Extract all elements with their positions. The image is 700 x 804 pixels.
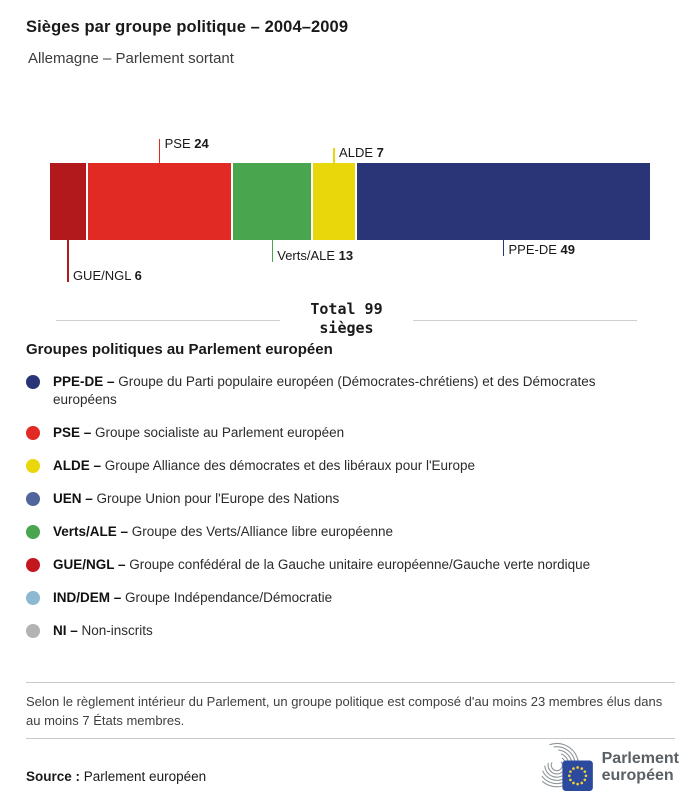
callout-line-pse [159,139,161,163]
legend-item-uen [26,490,674,508]
callout-line-gue-ngl [67,240,69,282]
legend-label-alde: ALDE – Groupe Alliance des démocrates et des libéraux pour l'Europe [53,458,476,473]
callout-line-verts-ale [272,240,274,262]
page-subtitle: Allemagne – Parlement sortant [28,50,234,67]
legend-dot-ppe-de [26,375,40,389]
legend-dot-pse [26,426,40,440]
bar-callouts-layer [0,0,700,300]
source-text: Parlement européen [83,769,207,784]
legend-label-uen: UEN – Groupe Union pour l'Europe des Nations [53,491,340,506]
legend-item-verts-ale [26,523,674,541]
legend-dot-ind-dem [26,591,40,605]
footnote: Selon le règlement intérieur du Parlement, un groupe politique est composé d'au moins 23 membres élus dans au moins 7 États membres. [26,682,675,739]
callout-line-alde [333,148,335,163]
bar-segment-ppe-de [357,163,650,240]
divider-line-left [56,320,280,321]
legend-item-pse [26,424,674,442]
bar-segment-alde [313,163,355,240]
logo-line-1: Parlement [601,750,679,767]
legend-label-ni: NI – Non-inscrits [53,623,153,638]
bar-segment-gue-ngl [50,163,86,240]
divider-line-right [413,320,637,321]
logo-wordmark [602,750,679,784]
legend-item-alde [26,457,674,475]
bar-segment-verts-ale [233,163,311,240]
legend-item-ind-dem [26,589,674,607]
page-title: Sièges par groupe politique – 2004–2009 [26,18,349,36]
legend-list [26,373,674,655]
legend-heading: Groupes politiques au Parlement européen [26,341,333,358]
total-divider [56,300,637,338]
legend-dot-gue-ngl [26,558,40,572]
callout-label-verts-ale: Verts/ALE 13 [277,248,354,263]
hemicycle-eu-flag-icon [531,739,596,795]
legend-label-ind-dem: IND/DEM – Groupe Indépendance/Démocratie [53,590,333,605]
total-line-1: Total 99 [310,300,383,318]
total-line-2: sièges [319,319,374,337]
legend-label-pse: PSE – Groupe socialiste au Parlement européen [53,425,345,440]
callout-label-pse: PSE 24 [164,136,209,151]
callout-label-gue-ngl: GUE/NGL 6 [72,268,142,283]
callout-line-ppe-de [503,240,505,256]
total-seats-label [280,300,412,338]
legend-item-ni [26,622,674,640]
seats-stacked-bar [50,163,650,240]
legend-label-ppe-de: PPE-DE – Groupe du Parti populaire européen (Démocrates-chrétiens) et des Démocrates européens [53,374,596,407]
legend-dot-alde [26,459,40,473]
legend-dot-verts-ale [26,525,40,539]
source-label: Source : [26,769,81,784]
callout-label-ppe-de: PPE-DE 49 [508,242,575,257]
legend-label-gue-ngl: GUE/NGL – Groupe confédéral de la Gauche unitaire européenne/Gauche verte nordique [53,557,591,572]
eu-flag [562,761,592,791]
callout-label-alde: ALDE 7 [339,145,384,160]
legend-dot-ni [26,624,40,638]
european-parliament-logo [531,740,679,794]
legend-item-gue-ngl [26,556,674,574]
bar-segment-pse [88,163,232,240]
logo-line-2: européen [601,767,674,784]
legend-dot-uen [26,492,40,506]
legend-label-verts-ale: Verts/ALE – Groupe des Verts/Alliance libre européenne [53,524,393,539]
legend-item-ppe-de [26,373,674,409]
source-line [26,769,206,784]
